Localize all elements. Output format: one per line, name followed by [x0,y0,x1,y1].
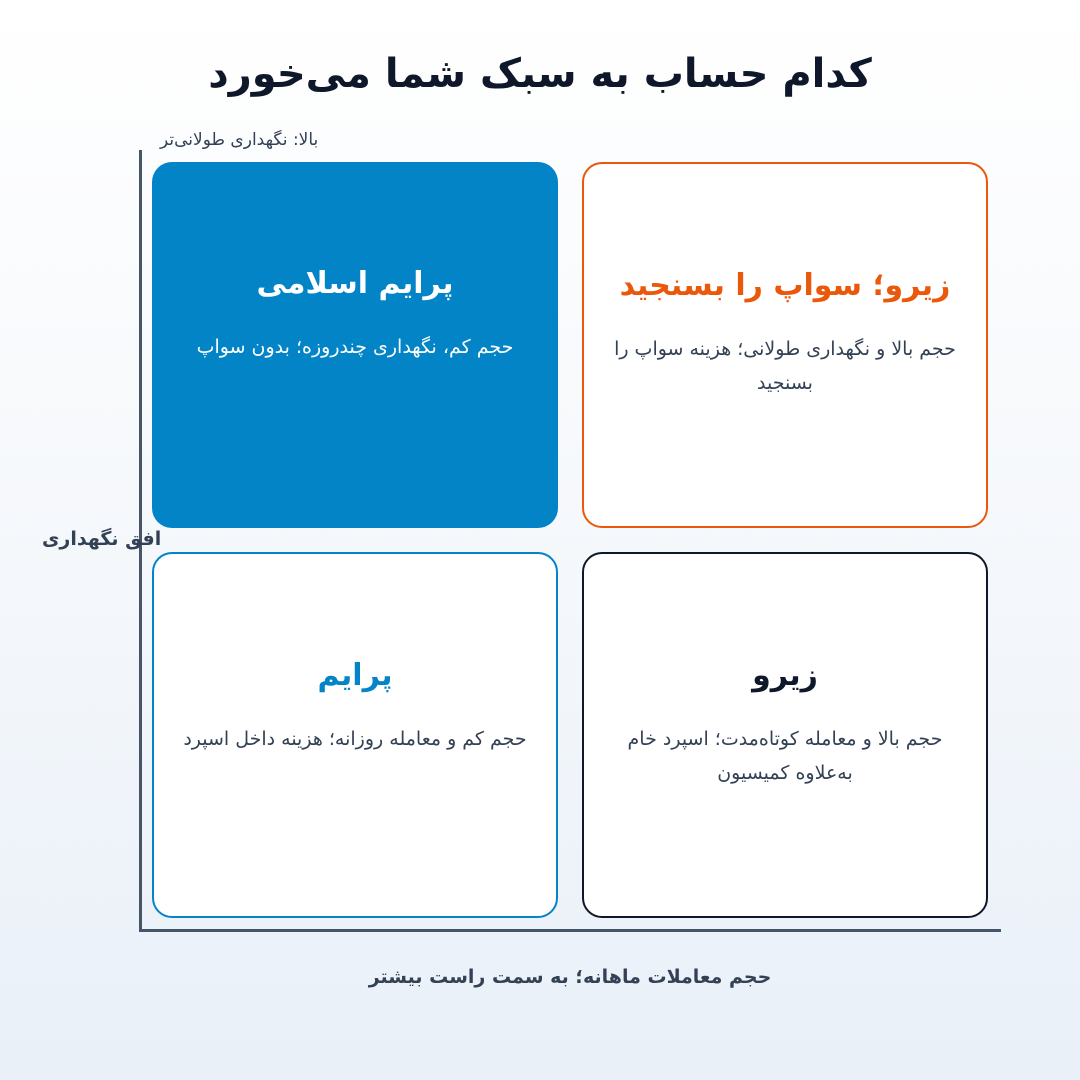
x-axis-label: حجم معاملات ماهانه؛ به سمت راست بیشتر [368,966,772,988]
quadrant-description: حجم کم و معامله روزانه؛ هزینه داخل اسپرد [183,728,527,750]
quadrant-description: حجم کم، نگهداری چندروزه؛ بدون سواپ [196,336,514,358]
quadrant-title: پرایم اسلامی [256,266,454,301]
quadrant-zero [582,552,988,918]
page-title: کدام حساب به سبک شما می‌خورد [208,51,872,97]
y-axis-top-caption: بالا: نگهداری طولانی‌تر [160,130,319,150]
y-axis-label: افق نگهداری [42,528,162,550]
quadrant-description: حجم بالا و معامله کوتاه‌مدت؛ اسپرد خام به‌علاوه کمیسیون [627,728,943,784]
quadrant-prime [152,552,558,918]
x-axis-line [139,929,1001,932]
quadrant-title: زیرو؛ سواپ را بسنجید [619,268,951,303]
quadrant-zero-swap [582,162,988,528]
quadrant-title: زیرو [752,658,818,693]
quadrant-prime-islamic [152,162,558,528]
quadrant-title: پرایم [317,658,393,693]
quadrant-description: حجم بالا و نگهداری طولانی؛ هزینه سواپ را بسنجید [614,338,956,394]
